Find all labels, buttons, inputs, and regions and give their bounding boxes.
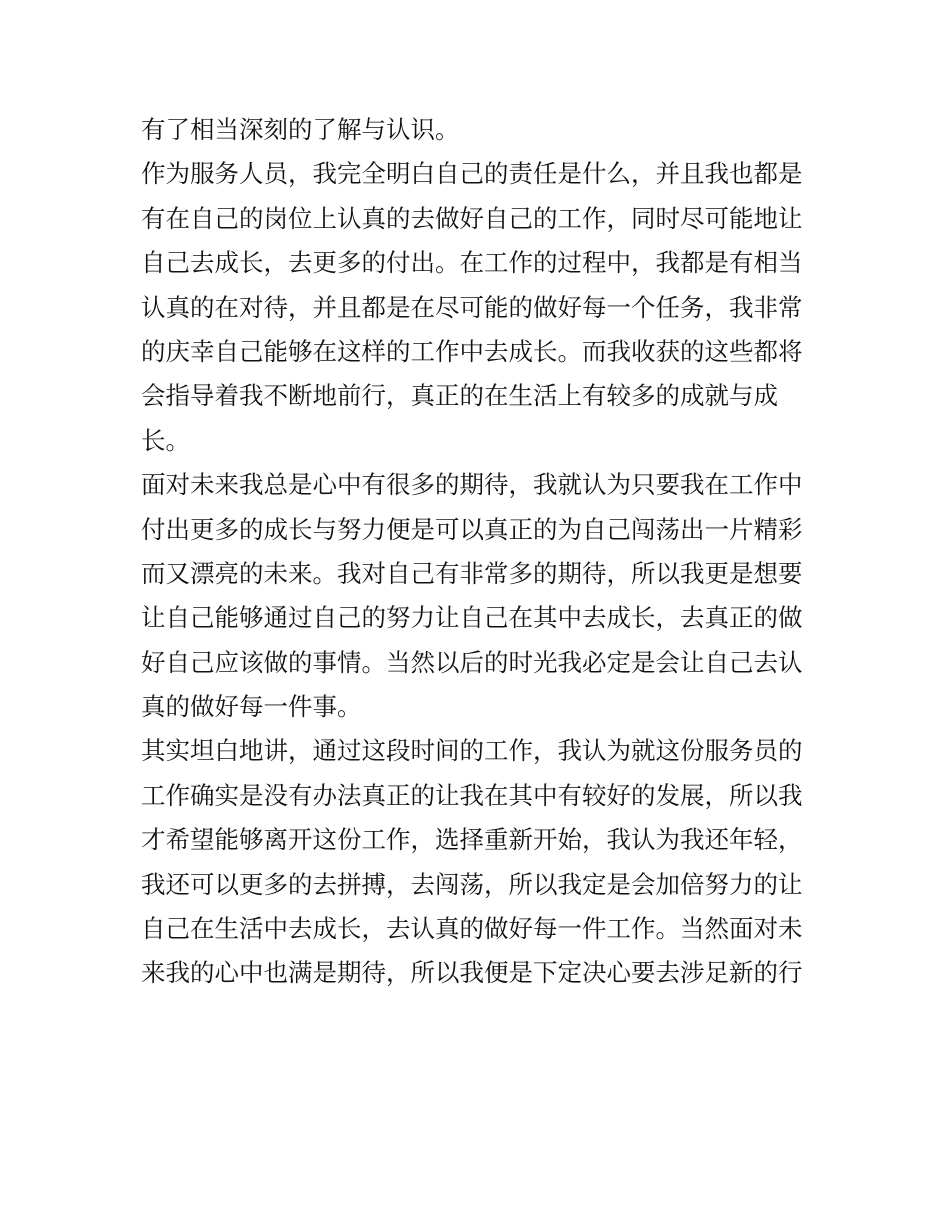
text-line: 而又漂亮的未来。我对自己有非常多的期待，所以我更是想要 — [141, 558, 803, 588]
text-line: 真的做好每一件事。 — [141, 692, 362, 722]
text-line: 我还可以更多的去拼搏，去闯荡，所以我定是会加倍努力的让 — [141, 869, 803, 899]
text-line: 自己在生活中去成长，去认真的做好每一件工作。当然面对未 — [141, 914, 803, 944]
text-line: 认真的在对待，并且都是在尽可能的做好每一个任务，我非常 — [141, 292, 803, 322]
text-line: 有了相当深刻的了解与认识。 — [141, 115, 460, 144]
text-line: 好自己应该做的事情。当然以后的时光我必定是会让自己去认 — [141, 647, 803, 677]
text-line: 会指导着我不断地前行，真正的在生活上有较多的成就与成 — [141, 381, 778, 411]
text-line: 长。 — [141, 425, 190, 455]
text-line: 的庆幸自己能够在这样的工作中去成长。而我收获的这些都将 — [141, 336, 803, 366]
text-line: 作为服务人员，我完全明白自己的责任是什么，并且我也都是 — [141, 159, 803, 189]
text-line: 让自己能够通过自己的努力让自己在其中去成长，去真正的做 — [141, 603, 803, 633]
text-line: 面对未来我总是心中有很多的期待，我就认为只要我在工作中 — [141, 470, 803, 500]
text-line: 有在自己的岗位上认真的去做好自己的工作，同时尽可能地让 — [141, 203, 803, 233]
body-text — [141, 108, 821, 996]
text-line: 其实坦白地讲，通过这段时间的工作，我认为就这份服务员的 — [141, 736, 803, 766]
text-line: 工作确实是没有办法真正的让我在其中有较好的发展，所以我 — [141, 780, 803, 810]
text-line: 付出更多的成长与努力便是可以真正的为自己闯荡出一片精彩 — [141, 514, 803, 544]
text-line: 自己去成长，去更多的付出。在工作的过程中，我都是有相当 — [141, 248, 803, 278]
text-line: 来我的心中也满是期待，所以我便是下定决心要去涉足新的行 — [141, 958, 803, 988]
text-line: 才希望能够离开这份工作，选择重新开始，我认为我还年轻， — [141, 825, 803, 855]
